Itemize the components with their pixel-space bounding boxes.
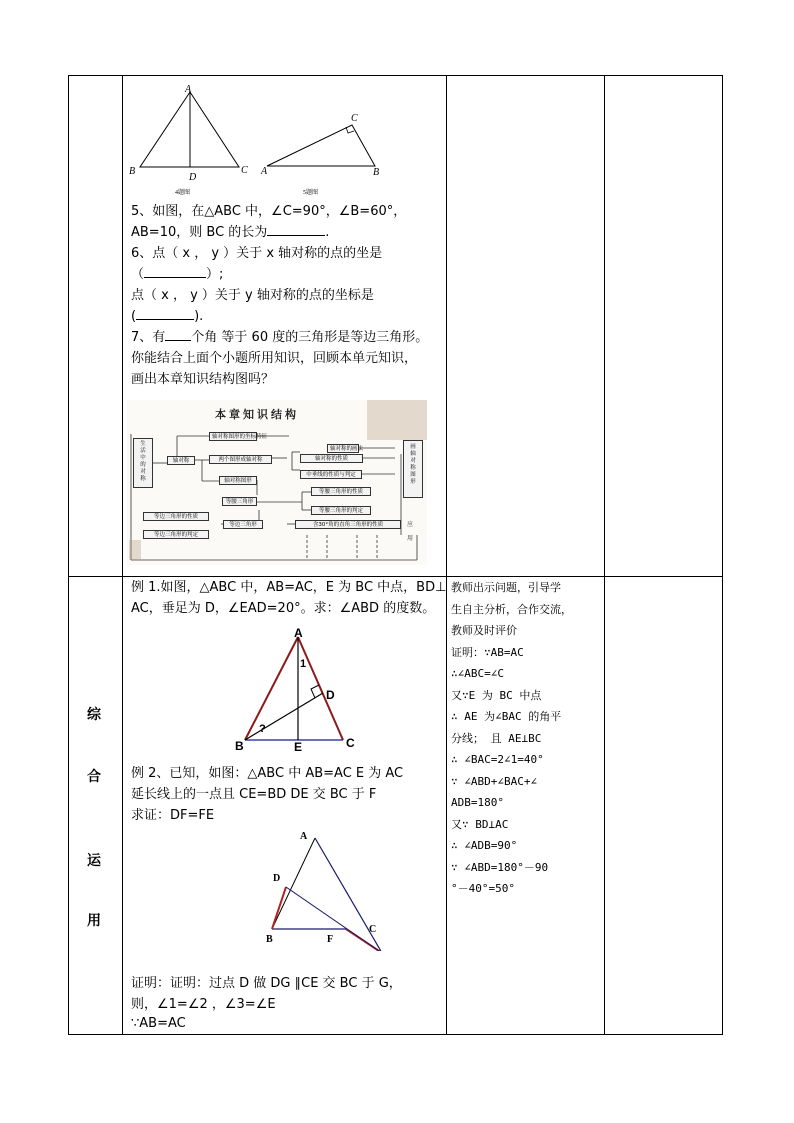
- ex2-label-F: F: [327, 934, 334, 945]
- proof-line3: ∵AB=AC: [131, 1016, 186, 1031]
- teacher-notes: [451, 577, 601, 900]
- section-char-2: 合: [87, 769, 101, 785]
- section-char-1: 综: [87, 707, 101, 723]
- q7-answer-blank[interactable]: [165, 340, 191, 341]
- example1-line2: AC，垂足为 D，∠EAD=20°。求：∠ABD 的度数。: [131, 601, 436, 616]
- fig1-label-D: D: [189, 172, 197, 183]
- ex1-label-E: E: [294, 740, 303, 754]
- proof-line2: 则，∠1=∠2 ，∠3=∠E: [131, 997, 276, 1012]
- concept-map-box-two-figures: 两个图形成轴对称: [209, 455, 272, 464]
- teacher-note-line: 教师出示问题，引导学: [451, 581, 561, 594]
- ex1-label-B: B: [235, 739, 244, 753]
- fig1-label-C: C: [241, 165, 248, 176]
- teacher-note-line: ADB=180°: [451, 796, 504, 809]
- q6-line2: （ ）;: [131, 267, 224, 282]
- q5-line2: AB=10，则 BC 的长为 .: [131, 225, 330, 240]
- ex1-label-A: A: [294, 626, 303, 640]
- fig1-label-A: A: [185, 84, 192, 95]
- teacher-note-line: ∴ AE 为∠BAC 的角平: [451, 710, 562, 723]
- q7-line1: 7、有 个角 等于 60 度的三角形是等边三角形。: [131, 330, 429, 345]
- q6-answer-blank-x[interactable]: [144, 277, 206, 278]
- concept-map-box-equilateral: 等边三角形: [223, 520, 263, 529]
- concept-map-box-eq-prop: 等边三角形的性质: [143, 512, 209, 521]
- teacher-note-line: °－40°=50°: [451, 882, 515, 895]
- proof-line1: 证明：证明：过点 D 做 DG ∥CE 交 BC 于 G，: [131, 976, 402, 991]
- q6-line3: 点（ x ， y ）关于 y 轴对称的点的坐标是: [131, 288, 374, 303]
- section-char-3: 运: [87, 853, 101, 869]
- figure-q5: [260, 113, 379, 196]
- concept-map-title: 本章知识结构: [215, 408, 299, 421]
- teacher-note-line: 分线； 且 AE⊥BC: [451, 731, 542, 745]
- concept-map-box-eq-judge: 等边三角形的判定: [143, 530, 209, 539]
- teacher-note-line: 生自主分析，合作交流，: [451, 602, 572, 616]
- example1-figure: [230, 625, 370, 755]
- teacher-note-line: 又∵ BD⊥AC: [451, 817, 509, 831]
- ex1-label-D: D: [326, 688, 335, 702]
- concept-map-box-draw: 轴对称的画法: [327, 444, 359, 453]
- concept-map-box-axis-figure: 轴对称图形: [219, 476, 257, 485]
- concept-map-box-axis: 轴对称: [167, 456, 195, 465]
- teacher-note-line: 又∵E 为 BC 中点: [451, 688, 542, 702]
- concept-map-box-iso-judge: 等腰三角形的判定: [311, 506, 371, 515]
- concept-map-box-prop: 轴对称的性质: [300, 454, 363, 463]
- concept-map-box-perp: 中垂线的性质与判定: [300, 470, 362, 479]
- ex1-label-question: ?: [259, 723, 266, 735]
- col-divider-2: [446, 76, 447, 1034]
- ex2-label-C: C: [369, 924, 377, 935]
- q6-line1: 6、点（ x ， y ）关于 x 轴对称的点的坐是: [131, 246, 383, 261]
- fig2-caption: 5题图: [303, 190, 319, 196]
- concept-map-box-coord: 轴对称图形的坐标特征: [209, 432, 257, 441]
- ex1-label-C: C: [346, 736, 355, 750]
- teacher-note-line: 证明：∵AB=AC: [451, 645, 524, 659]
- teacher-note-line: ∵ ∠ABD+∠BAC+∠: [451, 774, 538, 788]
- ex2-label-A: A: [300, 831, 308, 842]
- teacher-note-line: ∵ ∠ABD=180°－90: [451, 860, 549, 874]
- teacher-note-line: 教师及时评价: [451, 624, 517, 637]
- fig2-label-B: B: [373, 167, 380, 178]
- fig2-label-C: C: [351, 113, 358, 124]
- example2-line3: 求证：DF=FE: [131, 808, 215, 823]
- concept-map-connectors: [127, 400, 427, 565]
- example2-line2: 延长线上的一点且 CE=BD DE 交 BC 于 F: [131, 787, 377, 802]
- figure-triangles-q4-q5: [127, 80, 397, 200]
- teacher-note-line: ∴ ∠ADB=90°: [451, 839, 518, 852]
- figure-q4: [129, 84, 248, 196]
- ex2-label-D: D: [273, 873, 281, 884]
- concept-map-box-30-degree: 含30°角的直角三角形的性质: [295, 520, 401, 529]
- example1-line1: 例 1.如图，△ABC 中，AB=AC，E 为 BC 中点，BD⊥: [131, 580, 447, 595]
- section-char-4: 用: [87, 913, 101, 929]
- ex2-label-B: B: [266, 934, 273, 945]
- col-divider-1: [122, 76, 123, 1034]
- ex1-label-angle-1: 1: [300, 658, 307, 670]
- q7-line2: 你能结合上面个小题所用知识，回顾本单元知识，: [131, 351, 418, 366]
- fig1-caption: 4题图: [175, 190, 191, 196]
- q7-line3: 画出本章知识结构图吗？: [131, 372, 275, 387]
- teacher-note-line: ∴∠ABC=∠C: [451, 667, 504, 680]
- fig2-label-A: A: [261, 166, 268, 177]
- q5-line1: 5、如图，在△ABC 中，∠C=90°，∠B=60°，: [131, 204, 407, 219]
- q6-line4: ( ).: [131, 309, 204, 324]
- concept-map-left-box: 生活中的对称: [133, 438, 153, 488]
- teacher-note-line: ∴ ∠BAC=2∠1=40°: [451, 753, 544, 766]
- q6-answer-blank-y[interactable]: [136, 319, 194, 320]
- concept-map-right-box: 画轴对称图形: [403, 440, 423, 498]
- concept-map-box-isosceles: 等腰三角形: [222, 497, 257, 506]
- example2-line1: 例 2、已知，如图：△ABC 中 AB=AC E 为 AC: [131, 766, 404, 781]
- concept-map-application: 应用: [407, 521, 414, 542]
- concept-map-box-iso-prop: 等腰三角形的性质: [311, 487, 371, 496]
- chapter-concept-map: [127, 400, 427, 565]
- example2-figure: [260, 826, 390, 951]
- col-divider-3: [604, 76, 605, 1034]
- q5-answer-blank[interactable]: [267, 235, 325, 236]
- fig1-label-B: B: [129, 166, 136, 177]
